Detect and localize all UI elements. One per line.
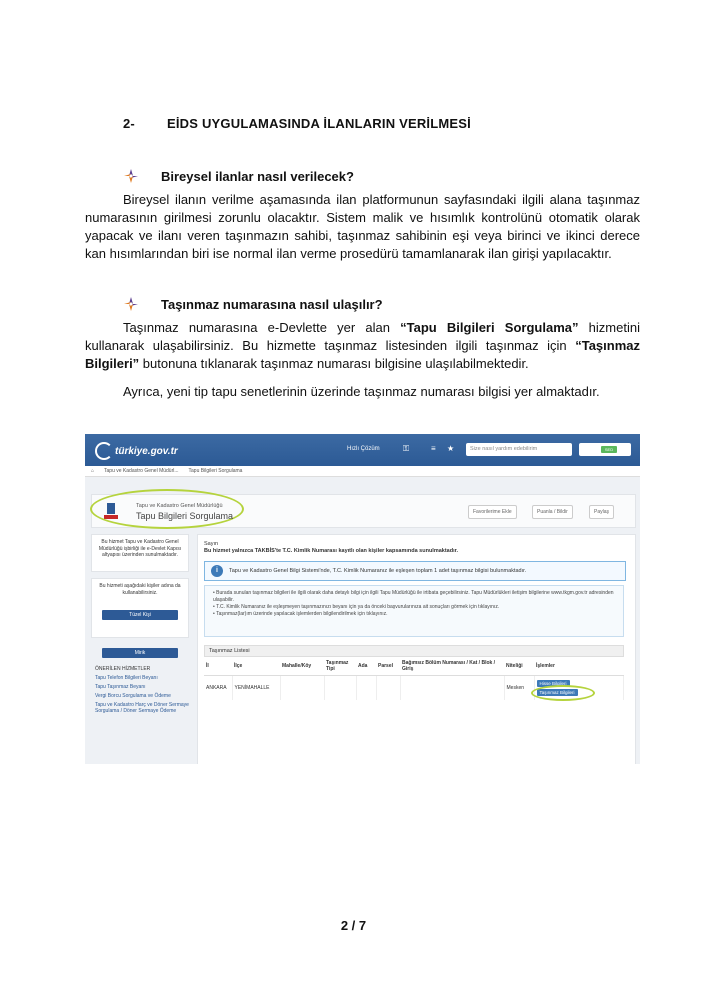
- mirik-button[interactable]: Mirik: [102, 648, 178, 658]
- column-header: Ada: [356, 657, 376, 676]
- highlight-ellipse: [90, 489, 244, 529]
- table-caption: Taşınmaz Listesi: [204, 645, 624, 657]
- column-header: Bağımsız Bölüm Numarası / Kat / Blok / Giriş: [400, 657, 504, 676]
- column-header: İlçe: [232, 657, 280, 676]
- greeting: [204, 541, 458, 555]
- subsection-title-text: Taşınmaz numarasına nasıl ulaşılır?: [161, 296, 383, 312]
- favorite-button[interactable]: Favorilerime Ekle: [468, 505, 517, 519]
- info-alert-text: Tapu ve Kadastro Genel Bilgi Sistemi'nde, T.C. Kimlik Numaranız ile eşleşen toplam 1 adet taşınmaz bilgisi bulunmaktadır.: [229, 568, 527, 574]
- text-run: hizmetini kullanarak ulaşabilirsiniz. Bu hizmette taşınmaz listesinden ilgili taşınmaz için: [85, 320, 640, 353]
- home-icon[interactable]: ⌂: [91, 468, 95, 474]
- property-table: [204, 645, 624, 700]
- column-header: Mahalle/Köy: [280, 657, 324, 676]
- hisse-bilgileri-button[interactable]: Hisse Bilgileri: [537, 680, 570, 687]
- service-link[interactable]: Tapu Telefon Bilgileri Beyanı: [95, 675, 158, 681]
- breadcrumb-item[interactable]: Tapu ve Kadastro Genel Müdürl...: [104, 468, 179, 474]
- service-link[interactable]: Vergi Borcu Sorgulama ve Ödeme: [95, 693, 171, 699]
- table-header-row: [204, 657, 624, 676]
- cell-bagimsiz: [400, 676, 504, 701]
- info-alert: [204, 561, 626, 581]
- service-header: [91, 494, 636, 528]
- tasinmaz-bilgileri-button[interactable]: Taşınmaz Bilgileri: [537, 689, 578, 696]
- paragraph-1: Bireysel ilanın verilme aşamasında ilan platformunun sayfasındaki ilgili alana taşınmaz numarasının girilmesi zorunlu olacaktır. Sistem malik ve hısımlık kontrolünü otomatik olarak yapacak ve ilanı veren taşınmazın sahibi, taşınmaz sahibinin eşi veya birinci ve ikinci derece kan hısımlarından biri ise normal ilan verme prosedürü tamamlanarak ilan girişi yapılacaktır.: [85, 192, 640, 261]
- paragraph-2: [85, 319, 640, 373]
- edevlet-logo[interactable]: [95, 442, 178, 460]
- breadcrumb: [85, 466, 640, 477]
- breadcrumb-item[interactable]: Tapu Bilgileri Sorgulama: [188, 468, 243, 474]
- info-icon: i: [211, 565, 223, 577]
- heading-number: 2-: [123, 116, 135, 131]
- cell-ada: [356, 676, 376, 701]
- text-run: butonuna tıklanarak taşınmaz numarası bilgisine ulaşılabilmektedir.: [139, 356, 529, 371]
- top-bar: [85, 434, 640, 466]
- user-menu[interactable]: [579, 443, 631, 456]
- tuzel-kisi-button[interactable]: Tüzel Kişi: [102, 610, 178, 620]
- feedback-button[interactable]: Puanla / Bildir: [532, 505, 573, 519]
- star-icon[interactable]: ★: [447, 444, 455, 453]
- bullet-icon: [123, 168, 139, 184]
- edevlet-screenshot: [85, 434, 640, 764]
- subsection-title-2: [123, 296, 383, 312]
- subsection-title-text: Bireysel ilanlar nasıl verilecek?: [161, 168, 354, 184]
- heading-text: EİDS UYGULAMASINDA İLANLARIN VERİLMESİ: [167, 116, 471, 131]
- access-text: Bu hizmeti aşağıdaki kişiler adına da kullanabilirsiniz.: [99, 583, 181, 596]
- cell-nitelik: Mesken: [504, 676, 534, 701]
- table-row: [204, 676, 624, 701]
- bullet-icon: [123, 296, 139, 312]
- button-name: “Taşınmaz Bilgileri”: [85, 338, 640, 371]
- note-item: • Burada sunulan taşınmaz bilgileri ile ilgili olarak daha detaylı bilgi için ilgili Tapu Müdürlüğü ile irtibata geçebilirsiniz. Tapu Müdürlükleri iletişim bilgilerine www.tkgm.gov.tr adresinden ulaşabilir.: [213, 590, 614, 603]
- access-box: [91, 578, 189, 638]
- service-name: “Tapu Bilgileri Sorgulama”: [400, 320, 579, 335]
- user-badge: SED: [601, 446, 617, 453]
- greeting-line: Bu hizmet yalnızca TAKBİS'te T.C. Kimlik Numarası kayıtlı olan kişiler kapsamında sunulmaktadır.: [204, 548, 458, 554]
- cell-il: ANKARA: [204, 676, 232, 701]
- service-info: Bu hizmet Tapu ve Kadastro Genel Müdürlüğü işbirliği ile e-Devlet Kapısı altyapısı üzerinden sunulmaktadır.: [91, 534, 189, 572]
- logo-text: türkiye.gov.tr: [115, 445, 178, 457]
- service-link[interactable]: Tapu ve Kadastro Harç ve Döner Sermaye Sorgulama / Döner Sermaye Ödeme: [95, 702, 189, 714]
- settings-icon[interactable]: ≡: [431, 444, 436, 453]
- suggested-services-title: ÖNERİLEN HİZMETLER: [95, 666, 151, 672]
- quick-help-link[interactable]: Hızlı Çözüm: [347, 446, 380, 452]
- cell-ilce: YENİMAHALLE: [232, 676, 280, 701]
- key-icon[interactable]: ⚿: [403, 444, 410, 453]
- greeting-line: Sayın: [204, 541, 219, 547]
- column-header: Taşınmaz Tipi: [324, 657, 356, 676]
- header-title: Tapu Bilgileri Sorgulama: [136, 511, 234, 521]
- note-text: T.C. Kimlik Numaranız ile eşleşmeyen taşınmazınızı beyanı için ya da önceki başvurularınıza ait sonuçları görmek için tıklayınız.: [216, 604, 500, 610]
- subsection-title-1: [123, 168, 354, 184]
- cell-parsel: [376, 676, 400, 701]
- main-content: [197, 534, 636, 764]
- section-heading: [123, 116, 471, 131]
- cell-actions: [534, 676, 624, 701]
- header-subtitle: Tapu ve Kadastro Genel Müdürlüğü: [136, 503, 223, 509]
- service-link[interactable]: Tapu Taşınmaz Beyanı: [95, 684, 146, 690]
- note-item: • T.C. Kimlik Numaranız ile eşleşmeyen taşınmazınızı beyanı için ya da önceki başvurularınıza ait sonuçları görmek için tıklayınız.: [213, 604, 500, 610]
- column-header: İşlemler: [534, 657, 624, 676]
- search-input[interactable]: Size nasıl yardım edebilirim: [466, 443, 572, 456]
- note-item: • Taşınmaz(lar)ım üzerinde yapılacak işlemlerden bilgilendirilmek için tıklayınız.: [213, 611, 388, 617]
- column-header: İl: [204, 657, 232, 676]
- note-text: Burada sunulan taşınmaz bilgileri ile ilgili olarak daha detaylı bilgi için ilgili Tapu Müdürlüğü ile irtibata geçebilirsiniz. Tapu Müdürlükleri iletişim bilgilerine www.tkgm.gov.tr adresinden ulaşabilir.: [213, 590, 614, 603]
- paragraph-3: Ayrıca, yeni tip tapu senetlerinin üzerinde taşınmaz numarası bilgisi yer almaktadır.: [123, 384, 600, 399]
- note-text: Taşınmaz(lar)ım üzerinde yapılacak işlemlerden bilgilendirilmek için tıklayınız.: [216, 611, 388, 617]
- highlight-ellipse: [531, 685, 595, 701]
- text-run: Taşınmaz numarasına e-Devlette yer alan: [123, 320, 401, 335]
- left-panel: [91, 534, 189, 764]
- cell-mahalle: [280, 676, 324, 701]
- notes-box: [204, 585, 624, 637]
- page-number: 2 / 7: [340, 918, 367, 933]
- logo-icon: [95, 442, 113, 460]
- column-header: Parsel: [376, 657, 400, 676]
- column-header: Niteliği: [504, 657, 534, 676]
- share-button[interactable]: Paylaş: [589, 505, 614, 519]
- cell-tip: [324, 676, 356, 701]
